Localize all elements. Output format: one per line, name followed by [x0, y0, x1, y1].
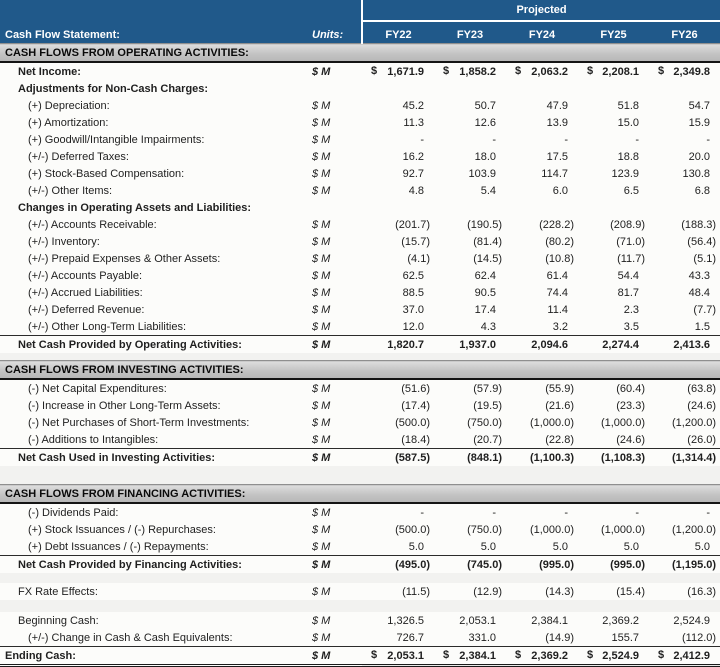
value-cell: 16.2 [362, 148, 434, 165]
row-units: $ M [300, 503, 362, 521]
value-cell: (24.6) [649, 397, 720, 414]
value-cell: 81.7 [578, 284, 649, 301]
value-cell: 2,053.1 [434, 612, 506, 629]
value-cell: (80.2) [506, 233, 578, 250]
value-cell: (228.2) [506, 216, 578, 233]
value-cell: 2,524.9 [649, 612, 720, 629]
value-cell: (1,195.0) [649, 556, 720, 574]
value-cell: 2,094.6 [506, 336, 578, 354]
row-label: (+/-) Deferred Taxes: [0, 148, 300, 165]
value-cell: (495.0) [362, 556, 434, 574]
value-cell: (10.8) [506, 250, 578, 267]
value-cell: 11.4 [506, 301, 578, 318]
spacer-row [0, 466, 720, 485]
value-cell: (18.4) [362, 431, 434, 449]
currency-symbol: $ [443, 65, 450, 77]
value-cell: $ 2,208.1 [578, 62, 649, 80]
header-spacer [0, 0, 362, 21]
value-cell: 726.7 [362, 629, 434, 647]
value-cell: (750.0) [434, 521, 506, 538]
row-units: $ M [300, 62, 362, 80]
row-units: $ M [300, 267, 362, 284]
value-cell: 51.8 [578, 97, 649, 114]
data-row [0, 216, 720, 233]
row-units: $ M [300, 647, 362, 666]
value-cell: 18.8 [578, 148, 649, 165]
subtotal-row [0, 449, 720, 467]
spacer-cell [0, 600, 720, 612]
value-cell: 54.7 [649, 97, 720, 114]
value-cell: 1.5 [649, 318, 720, 336]
value-cell: 2,369.2 [578, 612, 649, 629]
value-cell: (15.7) [362, 233, 434, 250]
value-cell: 5.0 [578, 538, 649, 556]
col-header-fy25: FY25 [578, 21, 649, 44]
value-cell: 6.5 [578, 182, 649, 199]
value-cell: (60.4) [578, 379, 649, 397]
value-cell: (112.0) [649, 629, 720, 647]
section-header-row [0, 361, 720, 380]
currency-symbol: $ [443, 649, 450, 661]
value-cell: $ 2,053.1 [362, 647, 434, 666]
value-cell: 4.3 [434, 318, 506, 336]
row-units: $ M [300, 182, 362, 199]
row-units: $ M [300, 216, 362, 233]
currency-symbol: $ [658, 65, 665, 77]
row-label: (+) Amortization: [0, 114, 300, 131]
row-units: $ M [300, 538, 362, 556]
value-cell: $ 2,412.9 [649, 647, 720, 666]
value-cell: 17.4 [434, 301, 506, 318]
value-cell: 114.7 [506, 165, 578, 182]
value-cell: (16.3) [649, 583, 720, 600]
section-title: CASH FLOWS FROM INVESTING ACTIVITIES: [0, 361, 720, 380]
spacer-cell [0, 353, 720, 361]
data-row [0, 250, 720, 267]
data-row [0, 131, 720, 148]
value-cell: (21.6) [506, 397, 578, 414]
value-cell: (188.3) [649, 216, 720, 233]
value-cell: (7.7) [649, 301, 720, 318]
row-label: (+/-) Accrued Liabilities: [0, 284, 300, 301]
row-label: (+/-) Other Long-Term Liabilities: [0, 318, 300, 336]
value-cell: (12.9) [434, 583, 506, 600]
value-cell: 61.4 [506, 267, 578, 284]
total-row [0, 647, 720, 666]
value-cell: (750.0) [434, 414, 506, 431]
value-cell: (995.0) [506, 556, 578, 574]
data-row [0, 583, 720, 600]
value-cell: (500.0) [362, 521, 434, 538]
currency-symbol: $ [371, 65, 378, 77]
row-label: (+/-) Accounts Receivable: [0, 216, 300, 233]
value-cell: 5.4 [434, 182, 506, 199]
row-units: $ M [300, 165, 362, 182]
group-label: Adjustments for Non-Cash Charges: [0, 80, 720, 97]
value-cell: (51.6) [362, 379, 434, 397]
value-cell: 5.0 [649, 538, 720, 556]
row-label: (-) Increase in Other Long-Term Assets: [0, 397, 300, 414]
currency-symbol: $ [371, 649, 378, 661]
row-units: $ M [300, 336, 362, 354]
row-units: $ M [300, 114, 362, 131]
row-label: (+/-) Accounts Payable: [0, 267, 300, 284]
value-cell: 18.0 [434, 148, 506, 165]
spacer-row [0, 600, 720, 612]
section-title: CASH FLOWS FROM FINANCING ACTIVITIES: [0, 485, 720, 504]
value-cell: 88.5 [362, 284, 434, 301]
section-header-row [0, 485, 720, 504]
value-cell: (587.5) [362, 449, 434, 467]
row-label: Net Cash Provided by Financing Activities: [0, 556, 300, 574]
value-cell: (26.0) [649, 431, 720, 449]
value-cell: (1,000.0) [506, 521, 578, 538]
row-units: $ M [300, 318, 362, 336]
row-label: Beginning Cash: [0, 612, 300, 629]
data-row [0, 521, 720, 538]
value-cell: 2,274.4 [578, 336, 649, 354]
value-cell: (190.5) [434, 216, 506, 233]
value-cell: 37.0 [362, 301, 434, 318]
data-row [0, 165, 720, 182]
row-label: (-) Net Capital Expenditures: [0, 379, 300, 397]
value-cell: (1,000.0) [578, 414, 649, 431]
value-cell: 15.0 [578, 114, 649, 131]
row-units: $ M [300, 612, 362, 629]
value-cell: - [649, 503, 720, 521]
data-row [0, 62, 720, 80]
value-cell: 5.0 [506, 538, 578, 556]
value-cell: 74.4 [506, 284, 578, 301]
value-cell: 48.4 [649, 284, 720, 301]
value-cell: (14.9) [506, 629, 578, 647]
value-cell: (63.8) [649, 379, 720, 397]
data-row [0, 538, 720, 556]
projected-label: Projected [362, 0, 720, 21]
value-cell: 331.0 [434, 629, 506, 647]
data-row [0, 233, 720, 250]
value-cell: 2.3 [578, 301, 649, 318]
value-cell: 17.5 [506, 148, 578, 165]
value-cell: (23.3) [578, 397, 649, 414]
currency-symbol: $ [658, 649, 665, 661]
value-cell: (848.1) [434, 449, 506, 467]
value-cell: (208.9) [578, 216, 649, 233]
value-cell: 1,326.5 [362, 612, 434, 629]
value-cell: (57.9) [434, 379, 506, 397]
value-cell: 20.0 [649, 148, 720, 165]
value-cell: 1,820.7 [362, 336, 434, 354]
section-header-row [0, 44, 720, 63]
value-cell: (1,000.0) [578, 521, 649, 538]
data-row [0, 267, 720, 284]
value-cell: (14.3) [506, 583, 578, 600]
value-cell: (1,314.4) [649, 449, 720, 467]
value-cell: 123.9 [578, 165, 649, 182]
row-label: (+) Depreciation: [0, 97, 300, 114]
value-cell: (17.4) [362, 397, 434, 414]
value-cell: 130.8 [649, 165, 720, 182]
row-units: $ M [300, 97, 362, 114]
value-cell: (19.5) [434, 397, 506, 414]
value-cell: $ 2,349.8 [649, 62, 720, 80]
row-units: $ M [300, 414, 362, 431]
value-cell: (1,200.0) [649, 414, 720, 431]
row-label: FX Rate Effects: [0, 583, 300, 600]
value-cell: (71.0) [578, 233, 649, 250]
spacer-cell [0, 573, 720, 583]
value-cell: 4.8 [362, 182, 434, 199]
spacer-row [0, 353, 720, 361]
row-units: $ M [300, 284, 362, 301]
value-cell: 12.6 [434, 114, 506, 131]
row-label: (+) Stock Issuances / (-) Repurchases: [0, 521, 300, 538]
value-cell: - [434, 131, 506, 148]
value-cell: 5.0 [362, 538, 434, 556]
data-row [0, 503, 720, 521]
data-row [0, 148, 720, 165]
row-label: (+/-) Prepaid Expenses & Other Assets: [0, 250, 300, 267]
value-cell: 103.9 [434, 165, 506, 182]
value-cell: (14.5) [434, 250, 506, 267]
value-cell: (22.8) [506, 431, 578, 449]
value-cell: 3.2 [506, 318, 578, 336]
section-title: CASH FLOWS FROM OPERATING ACTIVITIES: [0, 44, 720, 63]
value-cell: (56.4) [649, 233, 720, 250]
value-cell: 12.0 [362, 318, 434, 336]
value-cell: - [649, 131, 720, 148]
currency-symbol: $ [587, 649, 594, 661]
value-cell: (1,200.0) [649, 521, 720, 538]
value-cell: (81.4) [434, 233, 506, 250]
data-row [0, 284, 720, 301]
row-units: $ M [300, 131, 362, 148]
value-cell: (4.1) [362, 250, 434, 267]
data-row [0, 414, 720, 431]
value-cell: 11.3 [362, 114, 434, 131]
value-cell: (11.7) [578, 250, 649, 267]
value-cell: 2,384.1 [506, 612, 578, 629]
value-cell: 92.7 [362, 165, 434, 182]
value-cell: - [578, 131, 649, 148]
value-cell: $ 1,858.2 [434, 62, 506, 80]
row-units: $ M [300, 233, 362, 250]
row-units: $ M [300, 449, 362, 467]
value-cell: 47.9 [506, 97, 578, 114]
data-row [0, 629, 720, 647]
value-cell: 2,413.6 [649, 336, 720, 354]
value-cell: (20.7) [434, 431, 506, 449]
row-label: (+/-) Change in Cash & Cash Equivalents: [0, 629, 300, 647]
row-units: $ M [300, 521, 362, 538]
currency-symbol: $ [587, 65, 594, 77]
projected-header-row [0, 0, 720, 21]
row-label: Net Cash Provided by Operating Activities: [0, 336, 300, 354]
value-cell: (995.0) [578, 556, 649, 574]
value-cell: (1,100.3) [506, 449, 578, 467]
value-cell: $ 2,524.9 [578, 647, 649, 666]
col-header-fy24: FY24 [506, 21, 578, 44]
data-row [0, 397, 720, 414]
data-row [0, 182, 720, 199]
value-cell: - [362, 503, 434, 521]
row-label: Net Cash Used in Investing Activities: [0, 449, 300, 467]
row-label: (-) Net Purchases of Short-Term Investments: [0, 414, 300, 431]
row-label: (+) Debt Issuances / (-) Repayments: [0, 538, 300, 556]
value-cell: (15.4) [578, 583, 649, 600]
value-cell: (745.0) [434, 556, 506, 574]
col-header-fy26: FY26 [649, 21, 720, 44]
value-cell: (55.9) [506, 379, 578, 397]
row-units: $ M [300, 431, 362, 449]
row-units: $ M [300, 629, 362, 647]
value-cell: 54.4 [578, 267, 649, 284]
value-cell: $ 2,384.1 [434, 647, 506, 666]
currency-symbol: $ [515, 65, 522, 77]
spacer-cell [0, 466, 720, 485]
data-row [0, 114, 720, 131]
row-label: (+/-) Other Items: [0, 182, 300, 199]
row-label: (+) Goodwill/Intangible Impairments: [0, 131, 300, 148]
value-cell: (500.0) [362, 414, 434, 431]
group-label-row [0, 80, 720, 97]
row-units: $ M [300, 556, 362, 574]
value-cell: - [506, 503, 578, 521]
spacer-row [0, 573, 720, 583]
value-cell: - [578, 503, 649, 521]
row-label: (-) Additions to Intangibles: [0, 431, 300, 449]
value-cell: 62.5 [362, 267, 434, 284]
value-cell: 62.4 [434, 267, 506, 284]
row-label: (-) Dividends Paid: [0, 503, 300, 521]
value-cell: $ 2,063.2 [506, 62, 578, 80]
value-cell: - [362, 131, 434, 148]
data-row [0, 97, 720, 114]
col-header-fy23: FY23 [434, 21, 506, 44]
value-cell: - [434, 503, 506, 521]
row-label: (+) Stock-Based Compensation: [0, 165, 300, 182]
col-header-fy22: FY22 [362, 21, 434, 44]
value-cell: 90.5 [434, 284, 506, 301]
row-label: (+/-) Inventory: [0, 233, 300, 250]
value-cell: 155.7 [578, 629, 649, 647]
group-label-row [0, 199, 720, 216]
value-cell: (201.7) [362, 216, 434, 233]
value-cell: $ 2,369.2 [506, 647, 578, 666]
row-label: Ending Cash: [0, 647, 300, 666]
value-cell: 45.2 [362, 97, 434, 114]
value-cell: 3.5 [578, 318, 649, 336]
row-units: $ M [300, 397, 362, 414]
row-units: $ M [300, 301, 362, 318]
data-row [0, 379, 720, 397]
value-cell: 1,937.0 [434, 336, 506, 354]
group-label: Changes in Operating Assets and Liabilities: [0, 199, 720, 216]
data-row [0, 318, 720, 336]
row-units: $ M [300, 583, 362, 600]
value-cell: (1,000.0) [506, 414, 578, 431]
data-row [0, 301, 720, 318]
subtotal-row [0, 556, 720, 574]
value-cell: 50.7 [434, 97, 506, 114]
row-units: $ M [300, 379, 362, 397]
value-cell: 15.9 [649, 114, 720, 131]
row-label: Net Income: [0, 62, 300, 80]
value-cell: 6.0 [506, 182, 578, 199]
units-column-header: Units: [300, 21, 362, 44]
value-cell: 5.0 [434, 538, 506, 556]
row-units: $ M [300, 250, 362, 267]
data-row [0, 612, 720, 629]
value-cell: (1,108.3) [578, 449, 649, 467]
row-label: (+/-) Deferred Revenue: [0, 301, 300, 318]
value-cell: 43.3 [649, 267, 720, 284]
subtotal-row [0, 336, 720, 354]
value-cell: (24.6) [578, 431, 649, 449]
value-cell: (5.1) [649, 250, 720, 267]
value-cell: $ 1,671.9 [362, 62, 434, 80]
value-cell: - [506, 131, 578, 148]
row-units: $ M [300, 148, 362, 165]
value-cell: (11.5) [362, 583, 434, 600]
data-row [0, 431, 720, 449]
value-cell: 13.9 [506, 114, 578, 131]
value-cell: 6.8 [649, 182, 720, 199]
statement-title: Cash Flow Statement: [0, 21, 300, 44]
currency-symbol: $ [515, 649, 522, 661]
column-header-row [0, 21, 720, 44]
